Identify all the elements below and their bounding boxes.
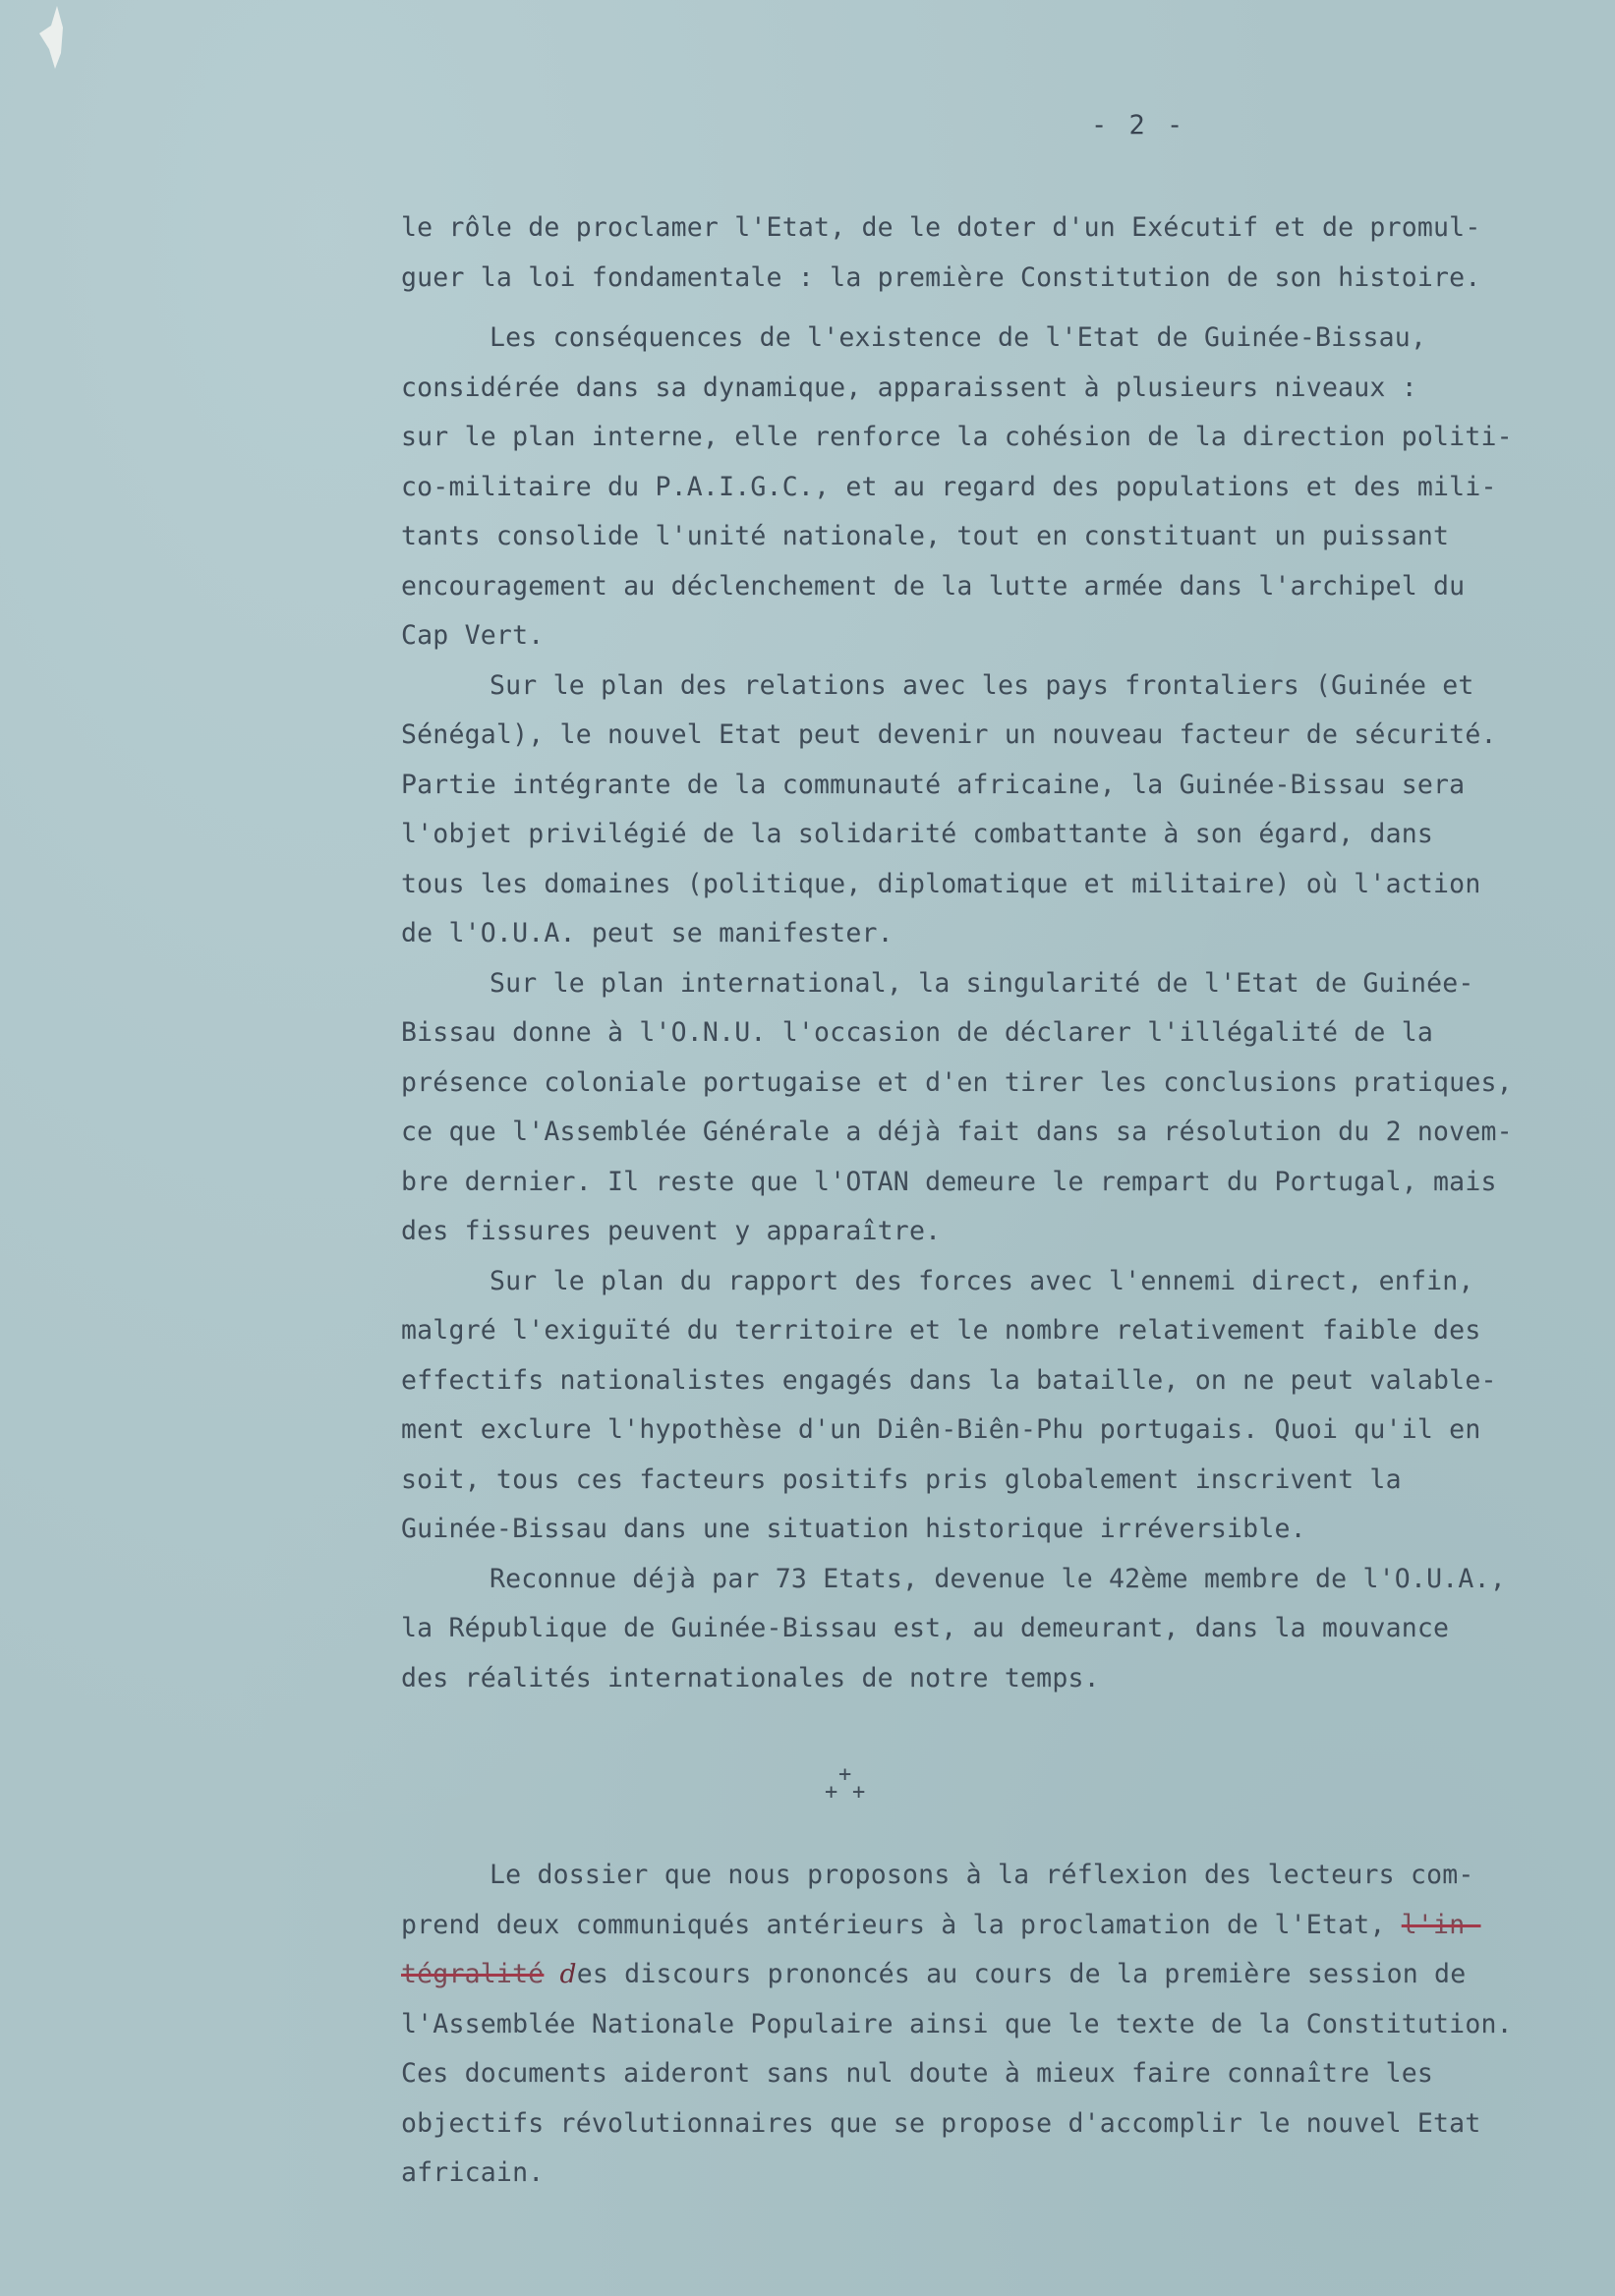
page-number: - 2 - — [1091, 110, 1186, 141]
text-line: effectifs nationalistes engagés dans la bataille, on ne peut valable- — [401, 1364, 1497, 1396]
text-line: bre dernier. Il reste que l'OTAN demeure le rempart du Portugal, mais — [401, 1166, 1497, 1197]
text-line — [401, 1950, 1605, 2000]
text-line: considérée dans sa dynamique, apparaissent à plusieurs niveaux : — [401, 372, 1417, 403]
text-line: présence coloniale portugaise et d'en tirer les conclusions pratiques, — [401, 1066, 1513, 1098]
text-line: ment exclure l'hypothèse d'un Diên-Biên-Phu portugais. Quoi qu'il en — [401, 1414, 1481, 1445]
paragraph-start-line: Sur le plan du rapport des forces avec l'ennemi direct, enfin, — [490, 1265, 1474, 1296]
text-line: Ces documents aideront sans nul doute à mieux faire connaître les — [401, 2058, 1434, 2089]
text-line: africain. — [401, 2157, 545, 2188]
separator-mark-left: + — [825, 1780, 838, 1805]
paragraph-start-line: Le dossier que nous proposons à la réflexion des lecteurs com- — [490, 1860, 1474, 1890]
text-line: malgré l'exiguïté du territoire et le nombre relativement faible des — [401, 1315, 1481, 1346]
text-line: de l'O.U.A. peut se manifester. — [401, 918, 894, 948]
text-line: Guinée-Bissau dans une situation historique irréversible. — [401, 1514, 1306, 1544]
text-line: encouragement au déclenchement de la lutte armée dans l'archipel du — [401, 570, 1466, 602]
section-2-text — [401, 1851, 1605, 2199]
text-fragment: es discours prononcés au cours de la première session de — [576, 1959, 1467, 1989]
handwritten-correction: d — [559, 1959, 577, 1989]
separator-mark-right: + — [852, 1780, 866, 1805]
paragraph-start-line: Reconnue déjà par 73 Etats, devenue le 42ème membre de l'O.U.A., — [490, 1563, 1506, 1594]
text-line: tants consolide l'unité nationale, tout en constituant un puissant — [401, 521, 1450, 551]
text-line: co-militaire du P.A.I.G.C., et au regard des populations et des mili- — [401, 471, 1497, 502]
text-line: l'objet privilégié de la solidarité combattante à son égard, dans — [401, 819, 1434, 849]
paragraph-start-line: Les conséquences de l'existence de l'Etat de Guinée-Bissau, — [490, 322, 1427, 353]
section-1-text — [401, 203, 1605, 1703]
text-line — [401, 1901, 1605, 1951]
paper-tear-mark — [37, 4, 77, 73]
text-line: guer la loi fondamentale : la première Constitution de son histoire. — [401, 261, 1481, 293]
text-line: l'Assemblée Nationale Populaire ainsi que le texte de la Constitution. — [401, 2008, 1513, 2039]
text-line: sur le plan interne, elle renforce la cohésion de la direction politi- — [401, 422, 1513, 452]
paragraph-start-line: Sur le plan international, la singularité de l'Etat de Guinée- — [490, 967, 1474, 999]
text-line: des fissures peuvent y apparaître. — [401, 1216, 942, 1246]
text-line: Bissau donne à l'O.N.U. l'occasion de déclarer l'illégalité de la — [401, 1017, 1434, 1048]
text-line: le rôle de proclamer l'Etat, de le doter d'un Exécutif et de promul- — [401, 212, 1481, 243]
text-line: des réalités internationales de notre temps. — [401, 1662, 1100, 1693]
struck-text: l'in- — [1401, 1909, 1481, 1940]
struck-text: tégralité — [401, 1959, 545, 1989]
text-line: la République de Guinée-Bissau est, au demeurant, dans la mouvance — [401, 1613, 1450, 1643]
section-separator — [816, 1761, 875, 1810]
text-line: Partie intégrante de la communauté africaine, la Guinée-Bissau sera — [401, 769, 1466, 800]
text-line: ce que l'Assemblée Générale a déjà fait dans sa résolution du 2 novem- — [401, 1117, 1513, 1147]
text-line: soit, tous ces facteurs positifs pris globalement inscrivent la — [401, 1464, 1402, 1495]
text-line: Cap Vert. — [401, 620, 545, 651]
text-line: tous les domaines (politique, diplomatique et militaire) où l'action — [401, 868, 1481, 899]
paragraph-start-line: Sur le plan des relations avec les pays frontaliers (Guinée et — [490, 669, 1474, 701]
text-line: objectifs révolutionnaires que se propose d'accomplir le nouvel Etat — [401, 2107, 1481, 2139]
text-fragment: prend deux communiqués antérieurs à la proclamation de l'Etat, — [401, 1909, 1402, 1940]
text-line: Sénégal), le nouvel Etat peut devenir un nouveau facteur de sécurité. — [401, 719, 1497, 750]
separator-mark-top: + — [838, 1762, 852, 1787]
